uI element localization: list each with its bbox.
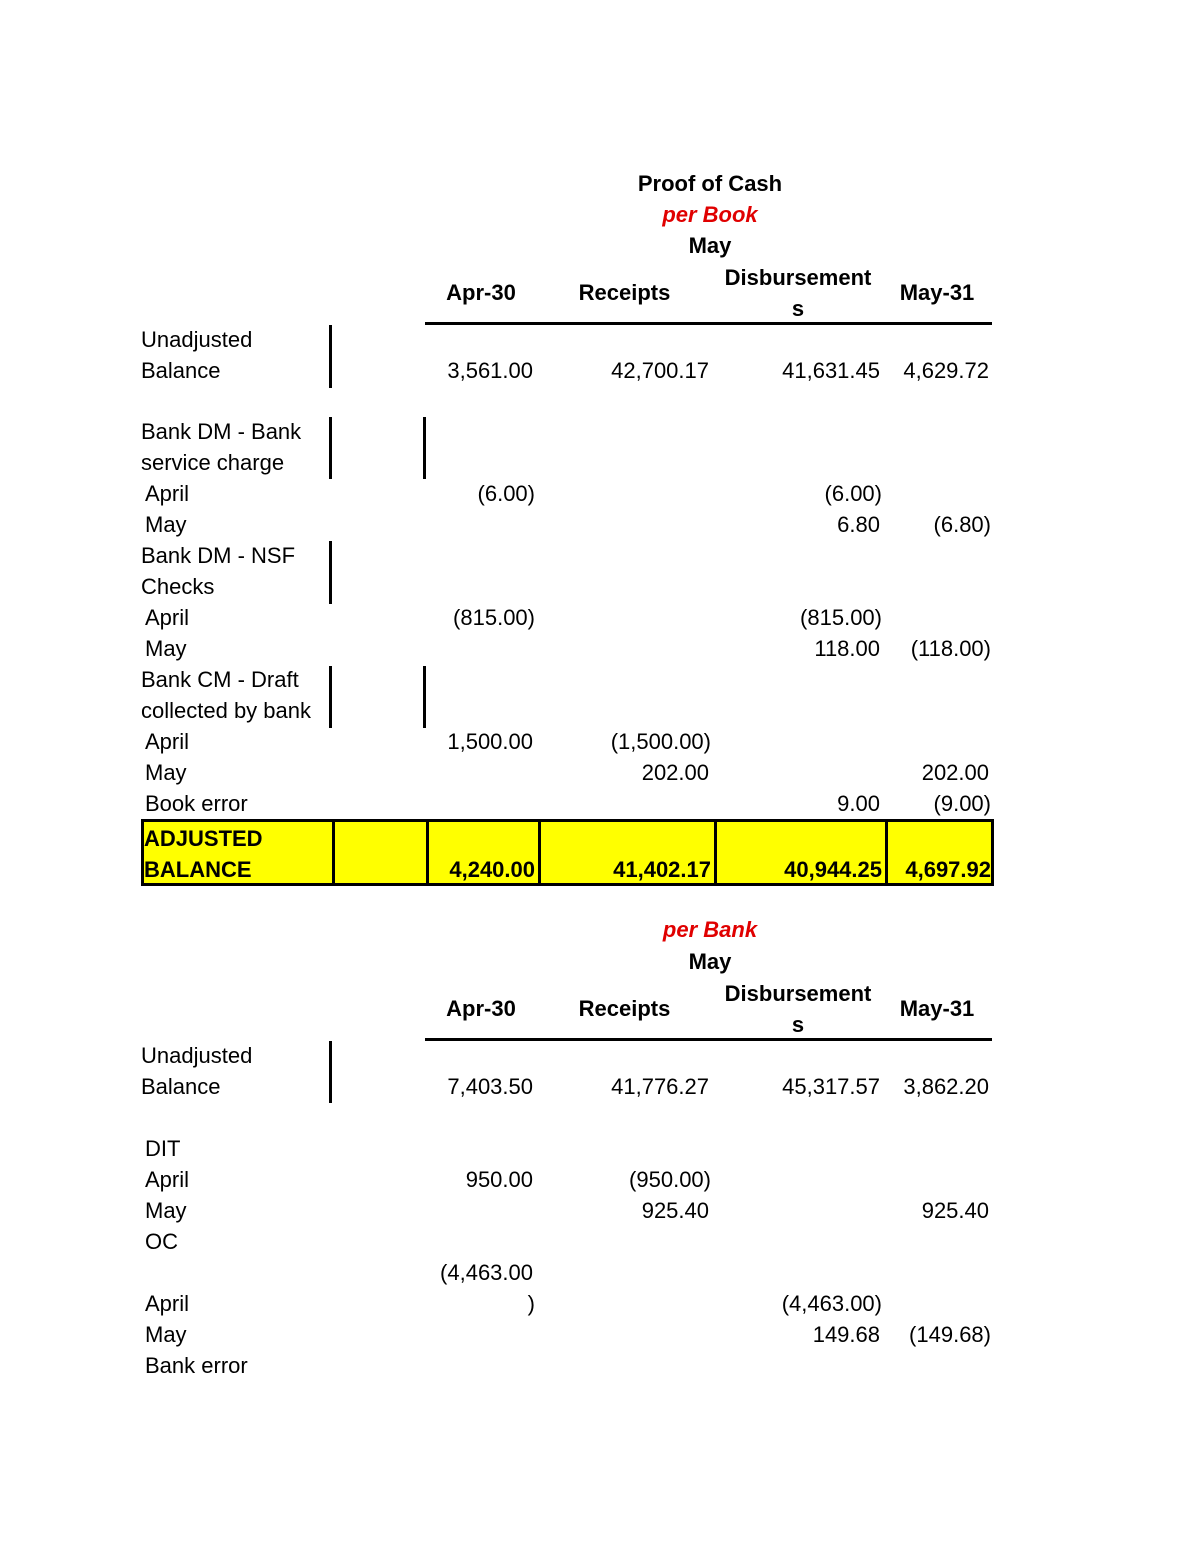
row-label: OC — [145, 1229, 178, 1254]
value-cell: (815.00) — [453, 605, 535, 630]
header-underline — [425, 1038, 992, 1041]
row-label: service charge — [141, 450, 285, 475]
value-cell: 7,403.50 — [447, 1074, 533, 1099]
value-cell: 149.68 — [812, 1322, 880, 1347]
value-cell: 950.00 — [465, 1167, 533, 1192]
adjusted-value: 40,944.25 — [784, 857, 882, 882]
row-label: April — [145, 729, 190, 754]
page-title: Proof of Cash — [637, 171, 783, 196]
row-label: Bank DM - Bank — [141, 419, 302, 444]
value-cell: 4,629.72 — [903, 358, 989, 383]
value-cell: 1,500.00 — [447, 729, 533, 754]
row-label: Book error — [145, 791, 248, 816]
value-cell: (9.00) — [933, 791, 991, 816]
cell-border — [329, 325, 332, 388]
row-label: Unadjusted — [141, 1043, 253, 1068]
value-cell: 118.00 — [814, 636, 880, 661]
header-disbursements: Disbursement — [724, 981, 872, 1006]
value-cell: 42,700.17 — [611, 358, 709, 383]
value-cell: 3,561.00 — [447, 358, 533, 383]
row-label: April — [145, 481, 190, 506]
row-label: May — [145, 1322, 187, 1347]
value-cell: 925.40 — [641, 1198, 709, 1223]
header-may31: May-31 — [899, 996, 975, 1021]
adjusted-balance-row — [141, 819, 994, 886]
value-cell: (118.00) — [910, 636, 991, 661]
value-cell: 202.00 — [921, 760, 989, 785]
book-section-label: per Book — [662, 202, 758, 227]
cell-border — [329, 666, 332, 728]
value-cell: 6.80 — [837, 512, 880, 537]
value-cell: (1,500.00) — [610, 729, 711, 754]
cell-border — [329, 541, 332, 604]
adjusted-label: BALANCE — [144, 857, 252, 882]
row-label: May — [145, 760, 187, 785]
row-label: Unadjusted — [141, 327, 253, 352]
value-cell: 41,631.45 — [782, 358, 880, 383]
header-disbursements-wrap: s — [791, 296, 805, 321]
header-apr30: Apr-30 — [446, 996, 516, 1021]
header-may31: May-31 — [899, 280, 975, 305]
row-label: Balance — [141, 1074, 221, 1099]
value-cell: 3,862.20 — [903, 1074, 989, 1099]
bank-month: May — [688, 949, 732, 974]
header-underline — [425, 322, 992, 325]
row-label: April — [145, 605, 190, 630]
header-receipts: Receipts — [578, 280, 671, 305]
row-label: Bank error — [145, 1353, 248, 1378]
value-cell: (950.00) — [629, 1167, 711, 1192]
value-cell: (6.80) — [933, 512, 991, 537]
row-label: Balance — [141, 358, 221, 383]
row-label: May — [145, 512, 187, 537]
value-cell: ) — [527, 1291, 535, 1316]
row-label: Checks — [141, 574, 215, 599]
row-label: DIT — [145, 1136, 181, 1161]
row-label: May — [145, 1198, 187, 1223]
value-cell: 9.00 — [837, 791, 880, 816]
cell-border — [329, 1041, 332, 1103]
header-disbursements: Disbursement — [724, 265, 872, 290]
row-label: May — [145, 636, 187, 661]
header-apr30: Apr-30 — [446, 280, 516, 305]
header-receipts: Receipts — [578, 996, 671, 1021]
value-cell: 202.00 — [641, 760, 709, 785]
row-label: April — [145, 1291, 190, 1316]
row-label: Bank DM - NSF — [141, 543, 296, 568]
bank-section-label: per Bank — [662, 917, 758, 942]
adjusted-value: 4,697.92 — [905, 857, 991, 882]
adjusted-value: 41,402.17 — [613, 857, 711, 882]
value-cell: (6.00) — [824, 481, 882, 506]
row-label: Bank CM - Draft — [141, 667, 299, 692]
cell-border — [329, 417, 332, 479]
value-cell: (815.00) — [800, 605, 882, 630]
adjusted-value: 4,240.00 — [449, 857, 535, 882]
cell-border — [423, 417, 426, 479]
value-cell: 41,776.27 — [611, 1074, 709, 1099]
row-label: April — [145, 1167, 190, 1192]
book-month: May — [688, 233, 732, 258]
value-cell: 45,317.57 — [782, 1074, 880, 1099]
value-cell: (4,463.00) — [781, 1291, 882, 1316]
value-cell: (6.00) — [477, 481, 535, 506]
value-cell: (149.68) — [909, 1322, 991, 1347]
header-disbursements-wrap: s — [791, 1012, 805, 1037]
value-cell: (4,463.00 — [440, 1260, 533, 1285]
cell-border — [423, 666, 426, 728]
adjusted-label: ADJUSTED — [144, 826, 263, 851]
value-cell: 925.40 — [921, 1198, 989, 1223]
row-label: collected by bank — [141, 698, 311, 723]
